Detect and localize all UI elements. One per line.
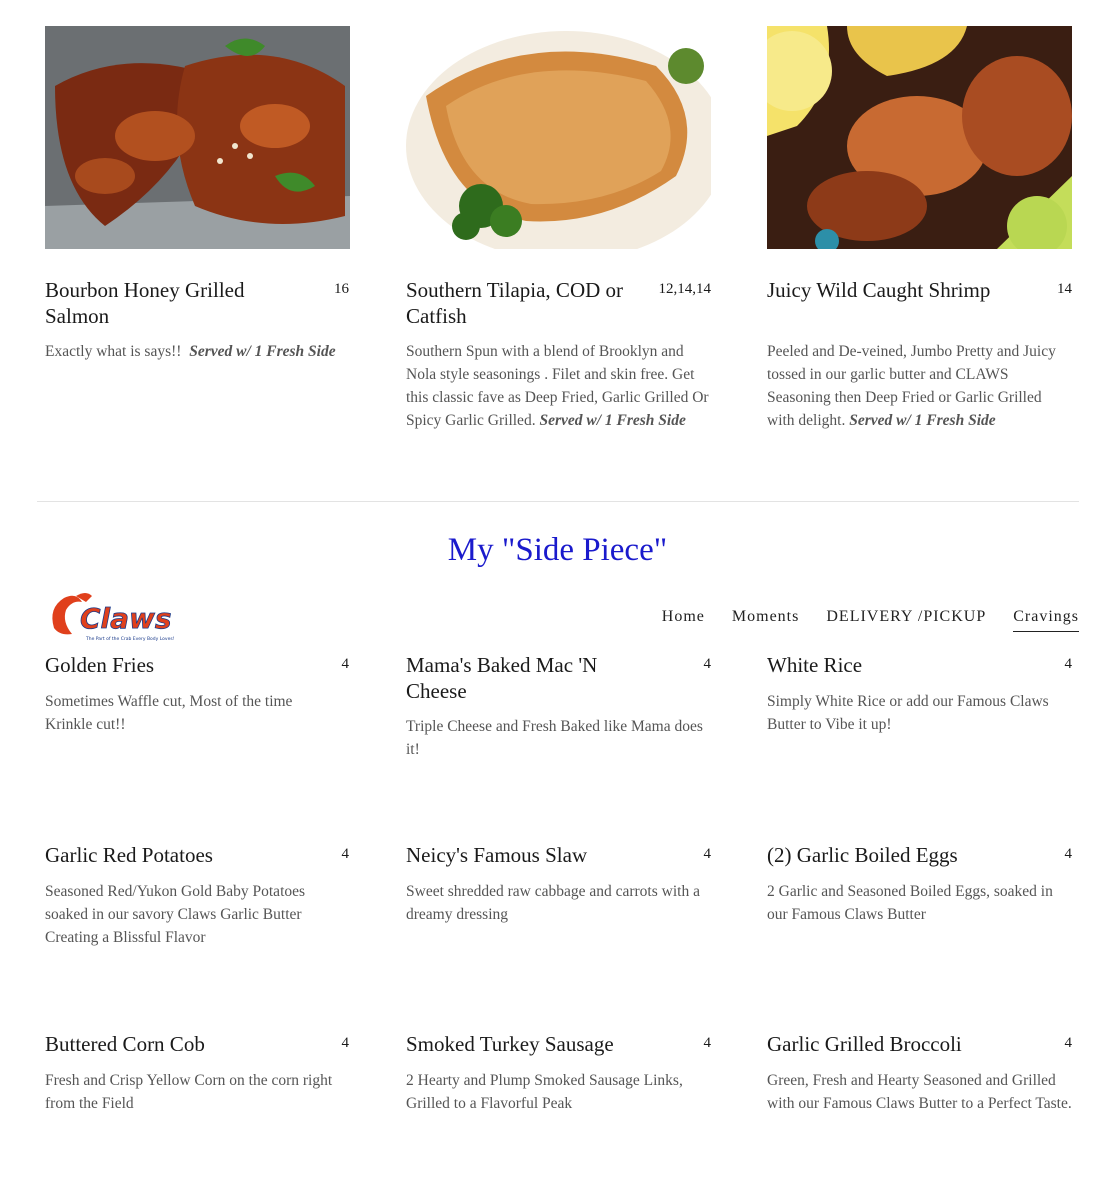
main-nav	[662, 608, 1079, 632]
nav-delivery-pickup[interactable]: DELIVERY /PICKUP	[826, 608, 987, 625]
side-item-price: 4	[703, 1035, 711, 1051]
side-item-price: 4	[341, 846, 349, 862]
side-item-title: Buttered Corn Cob	[45, 1032, 205, 1056]
logo-text: Claws	[80, 602, 172, 635]
side-item-title: Garlic Red Potatoes	[45, 843, 213, 867]
side-item-price: 4	[703, 656, 711, 672]
salmon-photo	[45, 26, 350, 249]
section-title: My "Side Piece"	[447, 532, 668, 568]
menu-item-price: 12,14,14	[658, 281, 711, 297]
side-item-title: Neicy's Famous Slaw	[406, 843, 588, 867]
menu-item-price: 16	[334, 281, 349, 297]
claws-logo[interactable]	[46, 588, 174, 644]
side-item-title: Golden Fries	[45, 653, 155, 677]
menu-item-price: 14	[1057, 281, 1072, 297]
side-item-price: 4	[341, 656, 349, 672]
section-divider	[37, 501, 1079, 502]
fish-photo	[406, 26, 711, 249]
side-item-description: 2 Hearty and Plump Smoked Sausage Links, Grilled to a Flavorful Peak	[406, 1072, 683, 1112]
side-item-price: 4	[1064, 846, 1072, 862]
side-item-description: Sweet shredded raw cabbage and carrots with a dreamy dressing	[406, 883, 700, 923]
side-item-description: Green, Fresh and Hearty Seasoned and Grilled with our Famous Claws Butter to a Perfect Taste.	[767, 1072, 1072, 1112]
menu-item-description: Peeled and De-veined, Jumbo Pretty and Juicy tossed in our garlic butter and CLAWS Seasoning then Deep Fried or Garlic Grilled with delight. Served w/ 1 Fresh Side	[767, 343, 1056, 429]
side-item-description: Simply White Rice or add our Famous Claws Butter to Vibe it up!	[767, 693, 1049, 733]
menu-item-title: Bourbon Honey Grilled Salmon	[45, 278, 245, 328]
side-item-description: Sometimes Waffle cut, Most of the time Krinkle cut!!	[45, 693, 293, 733]
side-item-description: Triple Cheese and Fresh Baked like Mama does it!	[406, 718, 703, 758]
nav-cravings[interactable]: Cravings	[1013, 608, 1079, 632]
side-item-price: 4	[1064, 1035, 1072, 1051]
side-item-price: 4	[1064, 656, 1072, 672]
shrimp-photo	[767, 26, 1072, 249]
side-item-title: Mama's Baked Mac 'N Cheese	[406, 653, 598, 703]
menu-item-title: Southern Tilapia, COD or Catfish	[406, 278, 624, 328]
nav-home[interactable]: Home	[661, 608, 705, 625]
side-item-title: (2) Garlic Boiled Eggs	[767, 843, 958, 867]
side-item-description: Seasoned Red/Yukon Gold Baby Potatoes soaked in our savory Claws Garlic Butter Creating a Blissful Flavor	[45, 883, 306, 946]
menu-item-description: Exactly what is says!! Served w/ 1 Fresh Side	[45, 343, 336, 360]
side-item-title: Smoked Turkey Sausage	[406, 1032, 614, 1056]
menu-item-title: Juicy Wild Caught Shrimp	[767, 278, 991, 302]
side-item-title: White Rice	[767, 653, 863, 677]
side-item-description: 2 Garlic and Seasoned Boiled Eggs, soaked in our Famous Claws Butter	[767, 883, 1053, 923]
logo-tagline: The Part of the Crab Every Body Loves!	[86, 637, 174, 642]
side-item-description: Fresh and Crisp Yellow Corn on the corn right from the Field	[45, 1072, 333, 1112]
side-item-price: 4	[341, 1035, 349, 1051]
side-item-price: 4	[703, 846, 711, 862]
nav-moments[interactable]: Moments	[731, 608, 800, 625]
side-item-title: Garlic Grilled Broccoli	[767, 1032, 962, 1056]
menu-item-description: Southern Spun with a blend of Brooklyn and Nola style seasonings . Filet and skin free. Get this classic fave as Deep Fried, Garlic Grilled Or Spicy Garlic Grilled. Served w/ 1 Fresh Side	[406, 343, 709, 429]
